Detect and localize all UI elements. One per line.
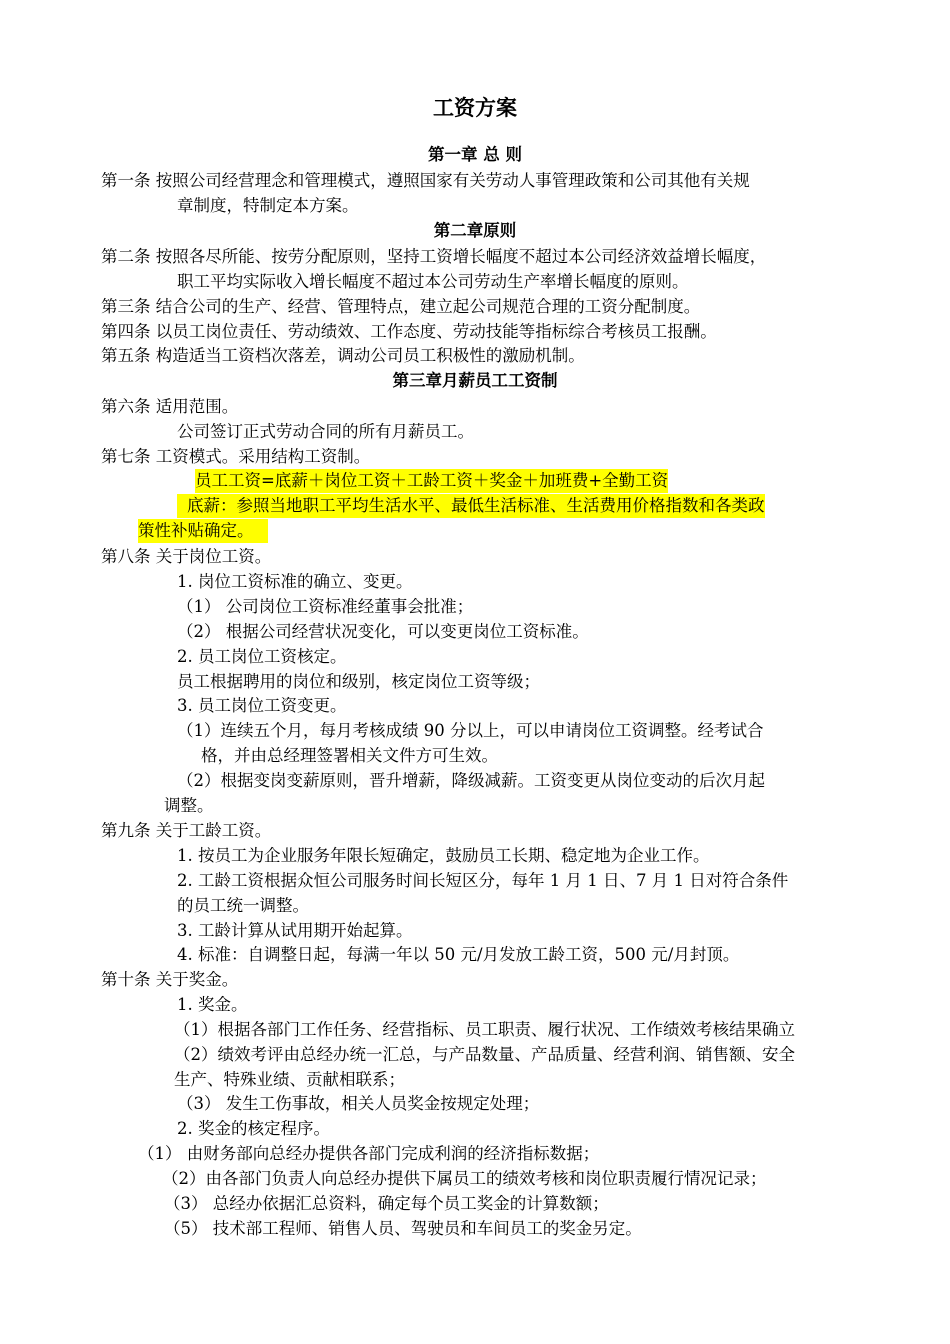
article-8-item-1-2: （2） 根据公司经营状况变化，可以变更岗位工资标准。	[177, 622, 589, 641]
article-8-item-3-2-line-2: 调整。	[164, 796, 214, 815]
article-10-heading: 第十条 关于奖金。	[101, 970, 239, 989]
article-9-item-1: 1. 按员工为企业服务年限长短确定，鼓励员工长期、稳定地为企业工作。	[177, 846, 710, 865]
article-1-line-1: 第一条 按照公司经营理念和管理模式，遵照国家有关劳动人事管理政策和公司其他有关规	[101, 171, 750, 190]
article-9-item-4: 4. 标准：自调整日起，每满一年以 50 元/月发放工龄工资，500 元/月封顶。	[177, 945, 740, 964]
article-7-heading: 第七条 工资模式。采用结构工资制。	[101, 447, 371, 466]
article-9-item-2-line-1: 2. 工龄工资根据众恒公司服务时间长短区分，每年 1 月 1 日、7 月 1 日对符合条件	[177, 871, 789, 890]
salary-formula-highlight: 员工工资=底薪＋岗位工资＋工龄工资＋奖金＋加班费+全勤工资	[195, 469, 668, 493]
article-5: 第五条 构造适当工资档次落差，调动公司员工积极性的激励机制。	[101, 346, 585, 365]
article-9-item-2-line-2: 的员工统一调整。	[177, 896, 309, 915]
article-10-item-2-5: （5） 技术部工程师、销售人员、驾驶员和车间员工的奖金另定。	[164, 1219, 642, 1238]
article-10-item-2: 2. 奖金的核定程序。	[177, 1119, 330, 1138]
article-8-item-3: 3. 员工岗位工资变更。	[177, 696, 347, 715]
article-10-item-1: 1. 奖金。	[177, 995, 248, 1014]
base-salary-highlight-line-2: 策性补贴确定。	[138, 519, 268, 543]
article-9-item-3: 3. 工龄计算从试用期开始起算。	[177, 921, 413, 940]
article-10-item-1-2-line-2: 生产、特殊业绩、贡献相联系；	[174, 1070, 405, 1089]
article-9-heading: 第九条 关于工龄工资。	[101, 821, 272, 840]
document-title: 工资方案	[433, 95, 517, 120]
article-8-item-2-text: 员工根据聘用的岗位和级别，核定岗位工资等级；	[177, 672, 540, 691]
article-8-item-2: 2. 员工岗位工资核定。	[177, 647, 347, 666]
article-10-item-1-1: （1）根据各部门工作任务、经营指标、员工职责、履行状况、工作绩效考核结果确立	[174, 1020, 795, 1039]
article-8-item-1-1: （1） 公司岗位工资标准经董事会批准；	[177, 597, 474, 616]
chapter-heading-2: 第二章原则	[433, 221, 517, 240]
chapter-heading-1: 第一章 总 则	[428, 145, 522, 164]
article-1-line-2: 章制度，特制定本方案。	[177, 196, 359, 215]
article-8-heading: 第八条 关于岗位工资。	[101, 547, 272, 566]
article-2-line-1: 第二条 按照各尽所能、按劳分配原则，坚持工资增长幅度不超过本公司经济效益增长幅度，	[101, 247, 767, 266]
article-8-item-1: 1. 岗位工资标准的确立、变更。	[177, 572, 413, 591]
article-10-item-1-3: （3） 发生工伤事故，相关人员奖金按规定处理；	[177, 1094, 540, 1113]
article-3: 第三条 结合公司的生产、经营、管理特点，建立起公司规范合理的工资分配制度。	[101, 297, 701, 316]
article-4: 第四条 以员工岗位责任、劳动绩效、工作态度、劳动技能等指标综合考核员工报酬。	[101, 322, 717, 341]
article-8-item-3-1-line-1: （1）连续五个月，每月考核成绩 90 分以上，可以申请岗位工资调整。经考试合	[177, 721, 764, 740]
article-8-item-3-1-line-2: 格，并由总经理签署相关文件方可生效。	[201, 746, 498, 765]
article-8-item-3-2-line-1: （2）根据变岗变薪原则，晋升增薪，降级减薪。工资变更从岗位变动的后次月起	[177, 771, 765, 790]
article-10-item-2-1: （1） 由财务部向总经办提供各部门完成利润的经济指标数据；	[138, 1144, 600, 1163]
article-10-item-1-2-line-1: （2）绩效考评由总经办统一汇总，与产品数量、产品质量、经营利润、销售额、安全	[174, 1045, 795, 1064]
chapter-heading-3: 第三章月薪员工工资制	[392, 371, 558, 390]
base-salary-highlight-line-1: 底薪：参照当地职工平均生活水平、最低生活标准、生活费用价格指数和各类政	[177, 494, 765, 518]
article-6-heading: 第六条 适用范围。	[101, 397, 239, 416]
article-6-text: 公司签订正式劳动合同的所有月薪员工。	[177, 422, 474, 441]
article-10-item-2-3: （3） 总经办依据汇总资料，确定每个员工奖金的计算数额；	[164, 1194, 609, 1213]
article-10-item-2-2: （2）由各部门负责人向总经办提供下属员工的绩效考核和岗位职责履行情况记录；	[162, 1169, 767, 1188]
article-2-line-2: 职工平均实际收入增长幅度不超过本公司劳动生产率增长幅度的原则。	[177, 272, 689, 291]
